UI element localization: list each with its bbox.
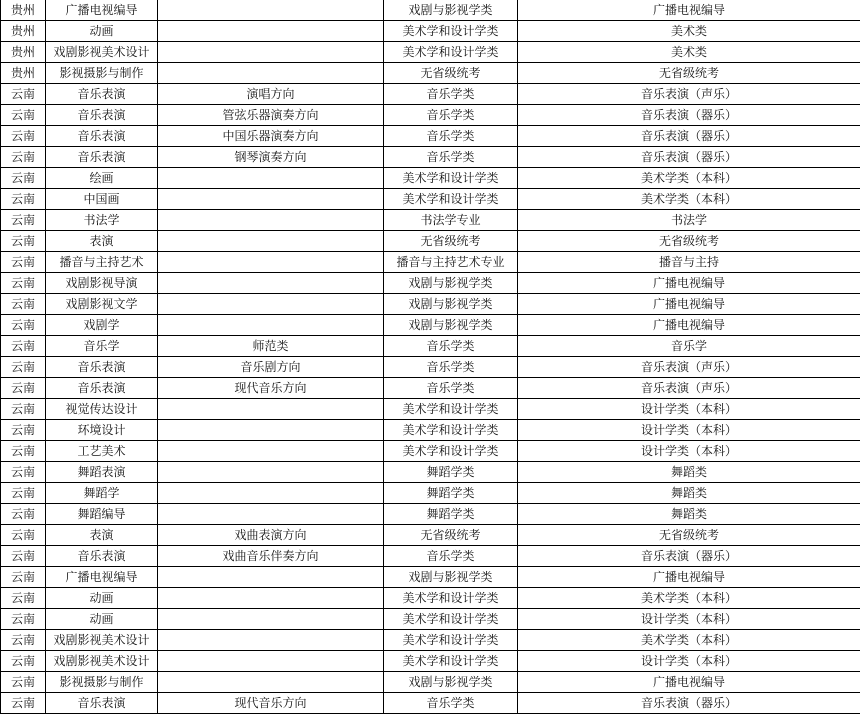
direction-cell bbox=[158, 315, 384, 336]
province-cell: 云南 bbox=[1, 420, 46, 441]
major-cell: 绘画 bbox=[46, 168, 158, 189]
exam-category-cell: 音乐学类 bbox=[384, 546, 518, 567]
table-row bbox=[1, 651, 860, 672]
exam-category-cell: 播音与主持艺术专业 bbox=[384, 252, 518, 273]
major-cell: 音乐表演 bbox=[46, 546, 158, 567]
exam-category-cell: 音乐学类 bbox=[384, 105, 518, 126]
exam-subject-cell: 设计学类（本科） bbox=[518, 441, 860, 462]
table-row bbox=[1, 483, 860, 504]
table-row bbox=[1, 42, 860, 63]
direction-cell: 管弦乐器演奏方向 bbox=[158, 105, 384, 126]
exam-category-cell: 音乐学类 bbox=[384, 357, 518, 378]
major-cell: 环境设计 bbox=[46, 420, 158, 441]
exam-subject-cell: 美术类 bbox=[518, 42, 860, 63]
exam-category-cell: 美术学和设计学类 bbox=[384, 168, 518, 189]
major-cell: 戏剧影视美术设计 bbox=[46, 42, 158, 63]
exam-category-cell: 舞蹈学类 bbox=[384, 504, 518, 525]
major-cell: 戏剧影视文学 bbox=[46, 294, 158, 315]
direction-cell bbox=[158, 672, 384, 693]
major-cell: 工艺美术 bbox=[46, 441, 158, 462]
major-cell: 舞蹈表演 bbox=[46, 462, 158, 483]
table-row bbox=[1, 294, 860, 315]
direction-cell: 师范类 bbox=[158, 336, 384, 357]
exam-subject-cell: 音乐表演（器乐） bbox=[518, 105, 860, 126]
direction-cell bbox=[158, 189, 384, 210]
exam-category-cell: 无省级统考 bbox=[384, 231, 518, 252]
table-row bbox=[1, 462, 860, 483]
major-cell: 音乐表演 bbox=[46, 147, 158, 168]
exam-subject-cell: 广播电视编导 bbox=[518, 672, 860, 693]
exam-category-cell: 音乐学类 bbox=[384, 378, 518, 399]
major-cell: 表演 bbox=[46, 231, 158, 252]
table-row bbox=[1, 420, 860, 441]
province-cell: 云南 bbox=[1, 693, 46, 714]
major-cell: 音乐表演 bbox=[46, 378, 158, 399]
direction-cell bbox=[158, 294, 384, 315]
exam-subject-cell: 无省级统考 bbox=[518, 63, 860, 84]
province-cell: 云南 bbox=[1, 609, 46, 630]
direction-cell: 戏曲音乐伴奏方向 bbox=[158, 546, 384, 567]
exam-subject-cell: 音乐学 bbox=[518, 336, 860, 357]
exam-subject-cell: 音乐表演（器乐） bbox=[518, 126, 860, 147]
direction-cell: 戏曲表演方向 bbox=[158, 525, 384, 546]
table-row bbox=[1, 210, 860, 231]
direction-cell bbox=[158, 168, 384, 189]
direction-cell bbox=[158, 630, 384, 651]
exam-subject-cell: 无省级统考 bbox=[518, 525, 860, 546]
exam-category-cell: 音乐学类 bbox=[384, 693, 518, 714]
exam-subject-cell: 舞蹈类 bbox=[518, 462, 860, 483]
province-cell: 云南 bbox=[1, 399, 46, 420]
major-cell: 音乐表演 bbox=[46, 84, 158, 105]
exam-category-cell: 舞蹈学类 bbox=[384, 462, 518, 483]
province-cell: 云南 bbox=[1, 630, 46, 651]
table-row bbox=[1, 189, 860, 210]
major-cell: 戏剧影视导演 bbox=[46, 273, 158, 294]
province-cell: 云南 bbox=[1, 273, 46, 294]
province-cell: 云南 bbox=[1, 546, 46, 567]
direction-cell: 音乐剧方向 bbox=[158, 357, 384, 378]
major-cell: 动画 bbox=[46, 588, 158, 609]
table-row bbox=[1, 336, 860, 357]
table-row bbox=[1, 399, 860, 420]
province-cell: 云南 bbox=[1, 168, 46, 189]
exam-subject-cell: 舞蹈类 bbox=[518, 504, 860, 525]
table-row bbox=[1, 168, 860, 189]
table-row bbox=[1, 126, 860, 147]
province-cell: 云南 bbox=[1, 294, 46, 315]
table-row bbox=[1, 609, 860, 630]
exam-category-cell: 音乐学类 bbox=[384, 336, 518, 357]
exam-subject-cell: 广播电视编导 bbox=[518, 315, 860, 336]
major-cell: 戏剧学 bbox=[46, 315, 158, 336]
major-cell: 戏剧影视美术设计 bbox=[46, 630, 158, 651]
direction-cell bbox=[158, 420, 384, 441]
province-cell: 云南 bbox=[1, 105, 46, 126]
exam-category-cell: 舞蹈学类 bbox=[384, 483, 518, 504]
exam-category-cell: 无省级统考 bbox=[384, 63, 518, 84]
exam-category-cell: 美术学和设计学类 bbox=[384, 630, 518, 651]
direction-cell bbox=[158, 588, 384, 609]
direction-cell bbox=[158, 0, 384, 21]
province-cell: 云南 bbox=[1, 126, 46, 147]
exam-subject-cell: 设计学类（本科） bbox=[518, 420, 860, 441]
table-row bbox=[1, 273, 860, 294]
direction-cell bbox=[158, 231, 384, 252]
province-cell: 云南 bbox=[1, 231, 46, 252]
table-row bbox=[1, 105, 860, 126]
province-cell: 贵州 bbox=[1, 42, 46, 63]
major-cell: 播音与主持艺术 bbox=[46, 252, 158, 273]
table-row bbox=[1, 567, 860, 588]
exam-category-cell: 美术学和设计学类 bbox=[384, 189, 518, 210]
table-row bbox=[1, 147, 860, 168]
exam-subject-cell: 美术学类（本科） bbox=[518, 630, 860, 651]
exam-category-cell: 无省级统考 bbox=[384, 525, 518, 546]
exam-subject-cell: 美术学类（本科） bbox=[518, 189, 860, 210]
exam-subject-cell: 书法学 bbox=[518, 210, 860, 231]
table-row bbox=[1, 546, 860, 567]
major-cell: 中国画 bbox=[46, 189, 158, 210]
province-cell: 云南 bbox=[1, 525, 46, 546]
major-cell: 音乐表演 bbox=[46, 126, 158, 147]
exam-category-cell: 美术学和设计学类 bbox=[384, 420, 518, 441]
exam-category-cell: 美术学和设计学类 bbox=[384, 399, 518, 420]
exam-subject-cell: 广播电视编导 bbox=[518, 273, 860, 294]
province-cell: 云南 bbox=[1, 567, 46, 588]
major-cell: 动画 bbox=[46, 609, 158, 630]
exam-category-cell: 美术学和设计学类 bbox=[384, 42, 518, 63]
exam-category-cell: 音乐学类 bbox=[384, 147, 518, 168]
exam-category-cell: 音乐学类 bbox=[384, 126, 518, 147]
table-row bbox=[1, 63, 860, 84]
province-cell: 云南 bbox=[1, 504, 46, 525]
exam-subject-cell: 设计学类（本科） bbox=[518, 651, 860, 672]
table-row bbox=[1, 357, 860, 378]
province-cell: 云南 bbox=[1, 84, 46, 105]
major-cell: 广播电视编导 bbox=[46, 567, 158, 588]
table-body bbox=[1, 0, 860, 714]
exam-category-cell: 戏剧与影视学类 bbox=[384, 315, 518, 336]
exam-subject-cell: 音乐表演（声乐） bbox=[518, 84, 860, 105]
province-cell: 云南 bbox=[1, 210, 46, 231]
exam-subject-cell: 音乐表演（声乐） bbox=[518, 378, 860, 399]
table-row bbox=[1, 693, 860, 714]
exam-subject-cell: 广播电视编导 bbox=[518, 0, 860, 21]
province-cell: 云南 bbox=[1, 357, 46, 378]
direction-cell bbox=[158, 252, 384, 273]
exam-subject-cell: 设计学类（本科） bbox=[518, 399, 860, 420]
exam-category-cell: 戏剧与影视学类 bbox=[384, 273, 518, 294]
province-cell: 云南 bbox=[1, 336, 46, 357]
major-cell: 戏剧影视美术设计 bbox=[46, 651, 158, 672]
table-row bbox=[1, 441, 860, 462]
exam-category-cell: 美术学和设计学类 bbox=[384, 609, 518, 630]
table-row bbox=[1, 84, 860, 105]
table-row bbox=[1, 315, 860, 336]
exam-subject-cell: 无省级统考 bbox=[518, 231, 860, 252]
direction-cell: 中国乐器演奏方向 bbox=[158, 126, 384, 147]
exam-category-cell: 书法学专业 bbox=[384, 210, 518, 231]
major-cell: 表演 bbox=[46, 525, 158, 546]
exam-category-cell: 音乐学类 bbox=[384, 84, 518, 105]
exam-category-cell: 美术学和设计学类 bbox=[384, 21, 518, 42]
major-cell: 书法学 bbox=[46, 210, 158, 231]
exam-subject-cell: 广播电视编导 bbox=[518, 567, 860, 588]
table-row bbox=[1, 21, 860, 42]
exam-subject-cell: 设计学类（本科） bbox=[518, 609, 860, 630]
major-cell: 音乐表演 bbox=[46, 105, 158, 126]
province-cell: 云南 bbox=[1, 252, 46, 273]
province-cell: 云南 bbox=[1, 189, 46, 210]
direction-cell: 钢琴演奏方向 bbox=[158, 147, 384, 168]
major-cell: 动画 bbox=[46, 21, 158, 42]
exam-category-cell: 美术学和设计学类 bbox=[384, 651, 518, 672]
province-cell: 云南 bbox=[1, 441, 46, 462]
province-cell: 贵州 bbox=[1, 0, 46, 21]
table-row bbox=[1, 525, 860, 546]
table-row bbox=[1, 672, 860, 693]
exam-category-cell: 戏剧与影视学类 bbox=[384, 567, 518, 588]
exam-subject-cell: 美术学类（本科） bbox=[518, 588, 860, 609]
direction-cell bbox=[158, 42, 384, 63]
exam-subject-cell: 音乐表演（器乐） bbox=[518, 147, 860, 168]
exam-subject-cell: 美术类 bbox=[518, 21, 860, 42]
table-row bbox=[1, 504, 860, 525]
province-cell: 贵州 bbox=[1, 21, 46, 42]
province-cell: 云南 bbox=[1, 378, 46, 399]
direction-cell bbox=[158, 273, 384, 294]
table-row bbox=[1, 588, 860, 609]
province-cell: 云南 bbox=[1, 651, 46, 672]
province-cell: 云南 bbox=[1, 672, 46, 693]
major-cell: 广播电视编导 bbox=[46, 0, 158, 21]
table-row bbox=[1, 0, 860, 21]
province-cell: 云南 bbox=[1, 483, 46, 504]
direction-cell bbox=[158, 609, 384, 630]
exam-subject-cell: 美术学类（本科） bbox=[518, 168, 860, 189]
direction-cell bbox=[158, 210, 384, 231]
exam-category-cell: 戏剧与影视学类 bbox=[384, 0, 518, 21]
major-cell: 音乐表演 bbox=[46, 357, 158, 378]
direction-cell bbox=[158, 651, 384, 672]
table-row bbox=[1, 378, 860, 399]
table-row bbox=[1, 231, 860, 252]
province-cell: 云南 bbox=[1, 315, 46, 336]
direction-cell bbox=[158, 462, 384, 483]
direction-cell bbox=[158, 567, 384, 588]
major-cell: 舞蹈学 bbox=[46, 483, 158, 504]
province-cell: 贵州 bbox=[1, 63, 46, 84]
table-row bbox=[1, 630, 860, 651]
exam-category-cell: 美术学和设计学类 bbox=[384, 588, 518, 609]
exam-subject-cell: 舞蹈类 bbox=[518, 483, 860, 504]
direction-cell bbox=[158, 399, 384, 420]
exam-category-cell: 戏剧与影视学类 bbox=[384, 672, 518, 693]
major-cell: 影视摄影与制作 bbox=[46, 63, 158, 84]
direction-cell: 现代音乐方向 bbox=[158, 693, 384, 714]
exam-category-cell: 戏剧与影视学类 bbox=[384, 294, 518, 315]
table-row bbox=[1, 252, 860, 273]
direction-cell bbox=[158, 21, 384, 42]
direction-cell: 演唱方向 bbox=[158, 84, 384, 105]
direction-cell bbox=[158, 483, 384, 504]
direction-cell bbox=[158, 441, 384, 462]
exam-subject-cell: 广播电视编导 bbox=[518, 294, 860, 315]
direction-cell bbox=[158, 63, 384, 84]
major-cell: 舞蹈编导 bbox=[46, 504, 158, 525]
direction-cell: 现代音乐方向 bbox=[158, 378, 384, 399]
province-cell: 云南 bbox=[1, 147, 46, 168]
exam-subject-cell: 音乐表演（器乐） bbox=[518, 546, 860, 567]
direction-cell bbox=[158, 504, 384, 525]
exam-subject-cell: 音乐表演（声乐） bbox=[518, 357, 860, 378]
exam-subject-cell: 播音与主持 bbox=[518, 252, 860, 273]
major-cell: 音乐表演 bbox=[46, 693, 158, 714]
province-cell: 云南 bbox=[1, 462, 46, 483]
major-cell: 影视摄影与制作 bbox=[46, 672, 158, 693]
province-cell: 云南 bbox=[1, 588, 46, 609]
exam-category-cell: 美术学和设计学类 bbox=[384, 441, 518, 462]
major-cell: 音乐学 bbox=[46, 336, 158, 357]
major-cell: 视觉传达设计 bbox=[46, 399, 158, 420]
exam-subject-cell: 音乐表演（器乐） bbox=[518, 693, 860, 714]
